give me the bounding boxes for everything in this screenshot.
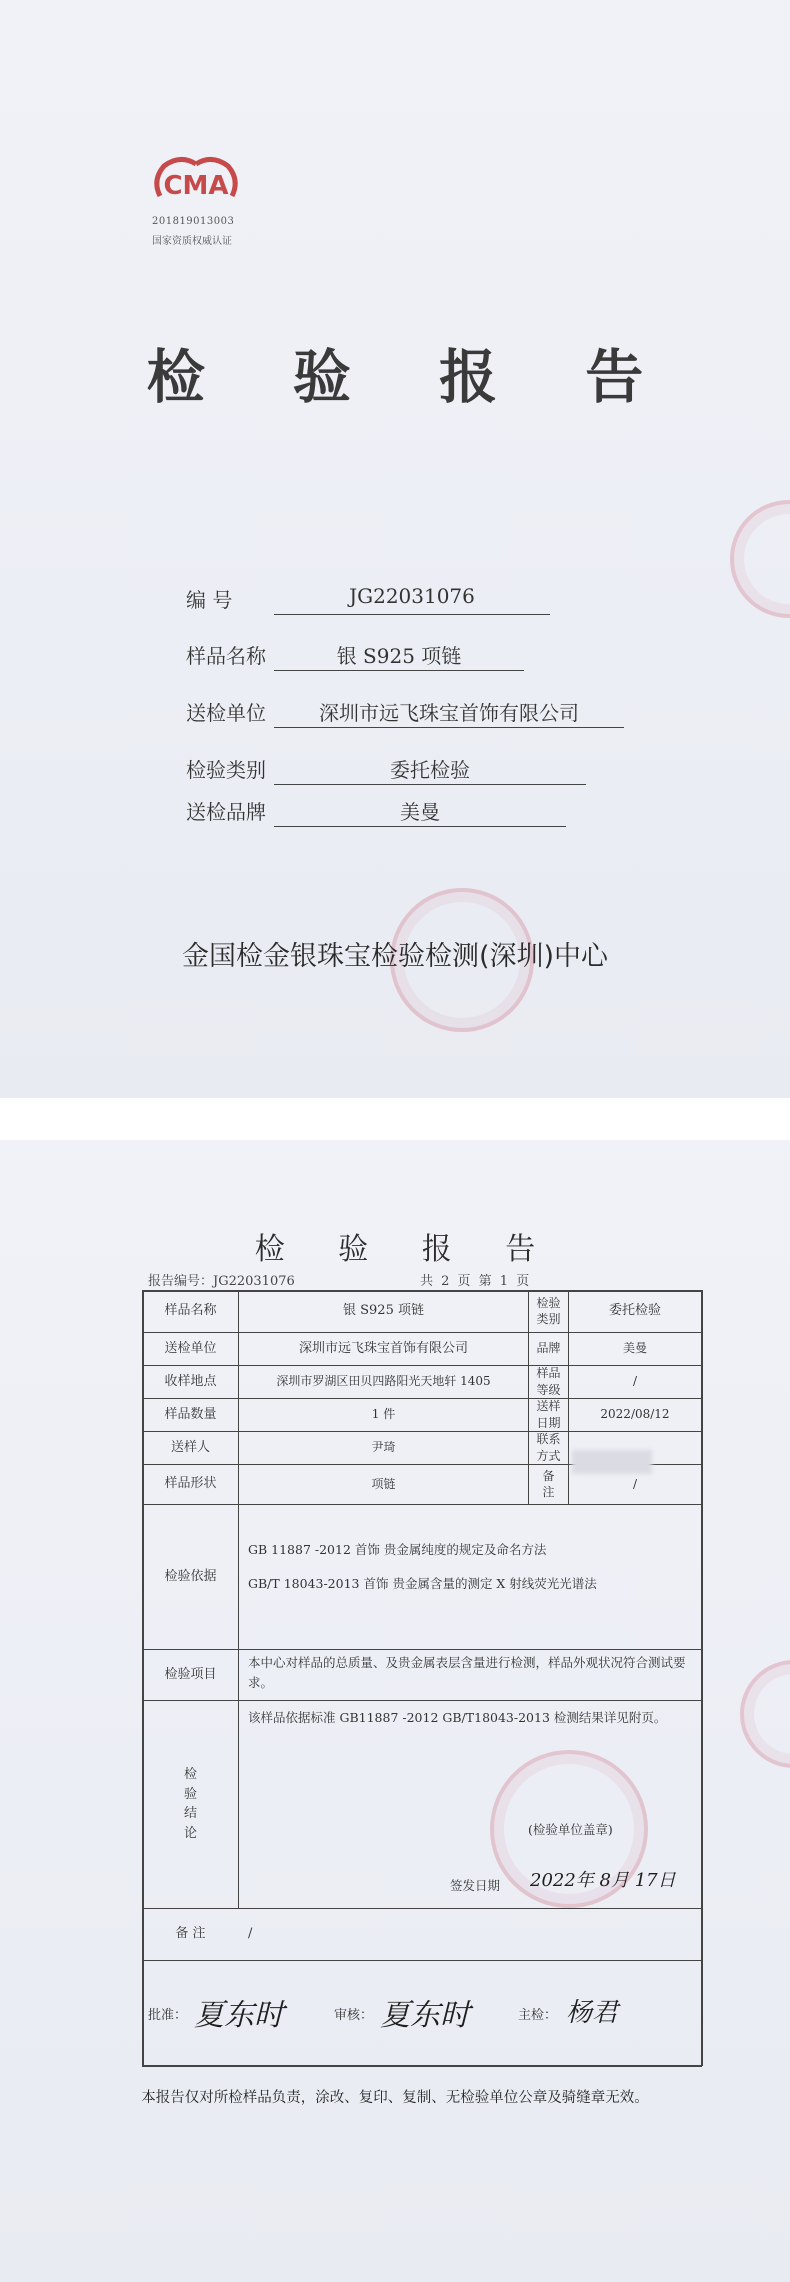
approve-label: 批准： — [148, 2008, 188, 2023]
report-footer-note: 本报告仅对所检样品负责，涂改、复印、复制、无检验单位公章及骑缝章无效。 — [141, 2090, 649, 2106]
report-table — [0, 1140, 790, 2282]
issue-date-handwritten: 2022年 8月 17日 — [530, 1870, 676, 1891]
row-divider — [142, 1960, 702, 1961]
value-sample-name: 银 S925 项链 — [343, 1303, 424, 1319]
label-shape: 样品形状 — [164, 1476, 217, 1492]
value-notes: / — [248, 1926, 253, 1942]
label-sampling-place: 收样地点 — [164, 1373, 217, 1389]
field-value: 委托检验 — [274, 754, 586, 785]
basis-line: GB/T 18043-2013 首饰 贵金属含量的测定 X 射线荧光光谱法 — [248, 1576, 597, 1591]
value-remark: / — [632, 1476, 638, 1491]
label-basis: 检验依据 — [164, 1568, 217, 1584]
field-value: 银 S925 项链 — [274, 640, 524, 671]
label-notes: 备 注 — [175, 1926, 206, 1942]
field-label: 送检品牌 — [186, 800, 266, 824]
value-shape: 项链 — [371, 1476, 396, 1491]
value-quantity: 1 件 — [371, 1407, 396, 1422]
cma-number: 201819013003 — [152, 216, 235, 227]
review-label: 审核： — [334, 2008, 374, 2023]
items-text: 本中心对样品的总质量、及贵金属表层含量进行检测，样品外观状况符合测试要求。 — [248, 1655, 686, 1690]
inspect-signature: 杨君 — [566, 1998, 619, 2028]
cover-title: 检 验 报 告 — [146, 343, 678, 411]
label-sample-name: 样品名称 — [164, 1303, 217, 1319]
field-label: 样品名称 — [186, 644, 266, 668]
value-inspection-type: 委托检验 — [608, 1303, 661, 1319]
table-border-bottom — [142, 2065, 702, 2067]
cover-page — [0, 0, 790, 1098]
approve-signature: 夏东时 — [194, 1998, 284, 2033]
side-seal — [730, 500, 790, 618]
field-value: 深圳市远飞珠宝首饰有限公司 — [274, 697, 624, 728]
inspect-label: 主检： — [518, 2008, 558, 2023]
report-number: 报告编号：JG22031076 — [148, 1274, 295, 1289]
seal-caption: (检验单位盖章) — [528, 1822, 613, 1837]
label-items: 检验项目 — [164, 1666, 217, 1682]
label-contact: 联系 方式 — [536, 1432, 561, 1463]
value-brand: 美曼 — [622, 1341, 647, 1356]
report-title: 检 验 报 告 — [254, 1232, 558, 1267]
label-brand: 品牌 — [536, 1341, 561, 1356]
value-delivery-date: 2022/08/12 — [600, 1407, 670, 1422]
field-value: 美曼 — [274, 796, 566, 827]
label-conclusion: 检 验 结 论 — [183, 1767, 197, 1841]
basis-line: GB 11887 -2012 首饰 贵金属纯度的规定及命名方法 — [248, 1542, 547, 1557]
cma-authority: 国家资质权威认证 — [152, 236, 232, 247]
value-submitter: 深圳市远飞珠宝首饰有限公司 — [298, 1340, 468, 1356]
testing-center-name: 金国检金银珠宝检验检测(深圳)中心 — [181, 941, 609, 972]
value-sampling-place: 深圳市罗湖区田贝四路阳光天地轩 1405 — [276, 1374, 491, 1389]
label-delivery-date: 送样 日期 — [536, 1399, 561, 1430]
field-label: 编 号 — [186, 588, 233, 612]
field-value: JG22031076 — [274, 584, 550, 615]
label-delivered-by: 送样人 — [170, 1439, 210, 1455]
label-quantity: 样品数量 — [164, 1406, 217, 1422]
field-label: 送检单位 — [186, 701, 266, 725]
label-remark: 备 注 — [542, 1468, 555, 1499]
report-page — [0, 1140, 790, 2282]
page-count: 共 2 页 第 1 页 — [420, 1274, 530, 1289]
issue-date-label: 签发日期 — [450, 1878, 501, 1893]
label-submitter: 送检单位 — [164, 1340, 217, 1356]
svg-text:CMA: CMA — [163, 171, 229, 201]
conclusion-text: 该样品依据标准 GB11887 -2012 GB/T18043-2013 检测结果详见附页。 — [248, 1710, 667, 1725]
value-sample-grade: / — [632, 1374, 638, 1389]
table-border-right — [701, 1290, 703, 2066]
field-label: 检验类别 — [186, 758, 266, 782]
label-sample-grade: 样品 等级 — [536, 1366, 561, 1397]
review-signature: 夏东时 — [380, 1998, 470, 2033]
cma-logo-icon — [150, 150, 242, 210]
label-inspection-type: 检验 类别 — [536, 1295, 561, 1326]
value-delivered-by: 尹琦 — [371, 1440, 396, 1455]
